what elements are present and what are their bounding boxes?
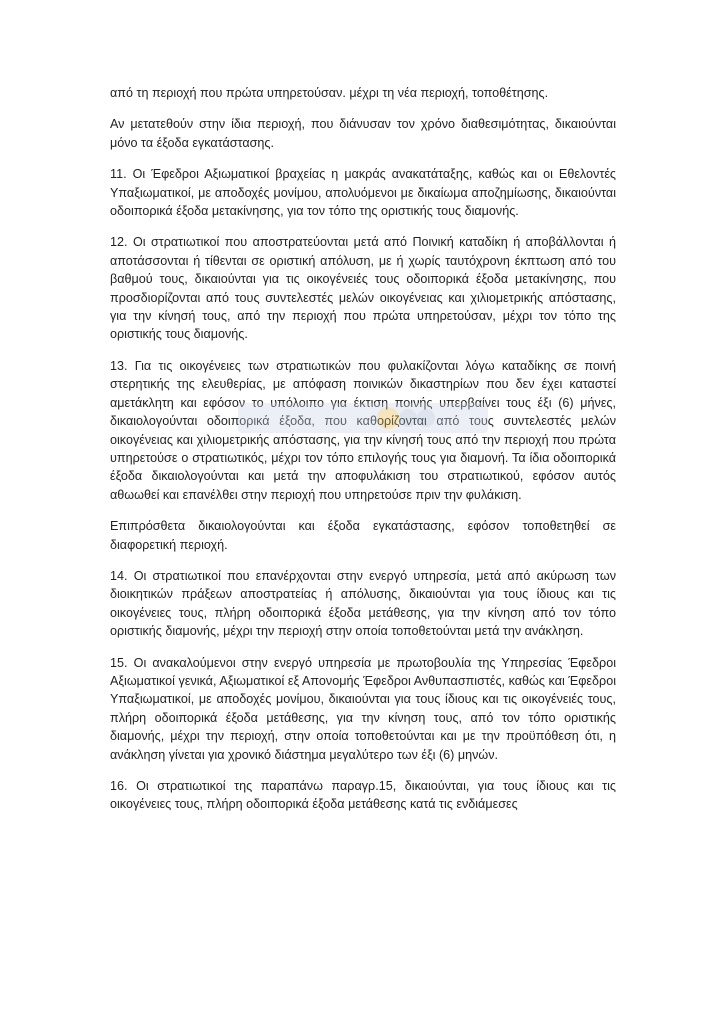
paragraph-15: 15. Οι ανακαλούμενοι στην ενεργό υπηρεσία με πρωτοβουλία της Υπηρεσίας Έφεδροι Αξιωματικοί γενικά, Αξιωματικοί εξ Απονομής Έφεδροι Ανθυπασπιστές, καθώς και Έφεδροι Υπαξιωματικοί, με αποδοχές μονίμου, δικαιούνται για τους ίδιους και τις οικογένειές τους, πλήρη οδοιπορικά έξοδα μετάθεσης, για την κίνηση τους, από τον τόπο οριστικής διαμονής, μέχρι την περιοχή, στην οποία τοποθετούνται και με την προϋπόθεση ότι, η ανάκληση γίνεται για χρονικό διάστημα μεγαλύτερο των έξι (6) μηνών. <box>110 655 616 762</box>
paragraph-11: 11. Οι Έφεδροι Αξιωματικοί βραχείας η μακράς ανακατάταξης, καθώς και οι Εθελοντές Υπαξιωματικοί, με αποδοχές μονίμου, απολυόμενοι με δικαίωμα αποζημίωσης, δικαιούνται οδοιπορικά έξοδα μετακίνησης, για τον τόπο της οριστικής τους διαμονής. <box>110 167 616 219</box>
paragraph: Επιπρόσθετα δικαιολογούνται και έξοδα εγκατάστασης, εφόσον τοποθετηθεί σε διαφορετική περιοχή. <box>110 519 616 552</box>
paragraph: Αν μετατεθούν στην ίδια περιοχή, που διάνυσαν τον χρόνο διαθεσιμότητας, δικαιούνται μόνο τα έξοδα εγκατάστασης. <box>110 117 616 150</box>
paragraph-12: 12. Οι στρατιωτικοί που αποστρατεύονται μετά από Ποινική καταδίκη ή αποβάλλονται ή αποτάσσονται ή τίθενται σε οριστική απόλυση, με ή χωρίς ταυτόχρονη έκπτωση από του βαθμού τους, δικαιούνται για τις οικογένειές τους οδοιπορικά έξοδα μετακίνησης, που προσδιορίζονται από τους συντελεστές μελών οικογένειας και χιλιομετρικής απόστασης, για την κίνησή τους, από την περιοχή που πρώτα υπηρετούσαν, μέχρι τον τόπο της οριστικής τους διαμονής. <box>110 235 616 342</box>
document-page <box>110 84 616 827</box>
paragraph-16: 16. Οι στρατιωτικοί της παραπάνω παραγρ.15, δικαιούνται, για τους ίδιους και τις οικογένειες τους, πλήρη οδοιπορικά έξοδα μετάθεσης κατά τις ενδιάμεσες <box>110 779 616 812</box>
paragraph-14: 14. Οι στρατιωτικοί που επανέρχονται στην ενεργό υπηρεσία, μετά από ακύρωση των διοικητικών πράξεων αποστρατείας ή απόλυσης, δικαιούνται για τους ίδιους και τις οικογένειες τους, πλήρη οδοιπορικά έξοδα μετάθεσης, για την κίνηση από τον τόπο οριστικής διαμονής, μέχρι την περιοχή στην οποία τοποθετούνται μετά την ανάκληση. <box>110 568 616 639</box>
paragraph-13: 13. Για τις οικογένειες των στρατιωτικών που φυλακίζονται λόγω καταδίκης σε ποινή στερητικής της ελευθερίας, με απόφαση ποινικών δικαστηρίων που δεν έχει καταστεί αμετάκλητη και εφόσον το υπόλοιπο για έκτιση ποινής υπερβαίνει τους έξι (6) μήνες, δικαιολογούνται οδοιπορικά έξοδα, που καθορίζονται από τους συντελεστές μελών οικογένειας και χιλιομετρικής απόστασης, για την κίνησή τους από την περιοχή που πρώτα υπηρετούσε ο στρατιωτικός, μέχρι τον τόπο επιλογής τους για διαμονή. Τα ίδια οδοιπορικά έξοδα δικαιολογούνται και μετά την αποφυλάκιση του στρατιωτικού, εφόσον αυτός αθωωθεί και επανέλθει στην περιοχή που υπηρετούσε πριν την φυλάκιση. <box>110 358 616 502</box>
paragraph: από τη περιοχή που πρώτα υπηρετούσαν. μέχρι τη νέα περιοχή, τοποθέτησης. <box>110 86 549 100</box>
